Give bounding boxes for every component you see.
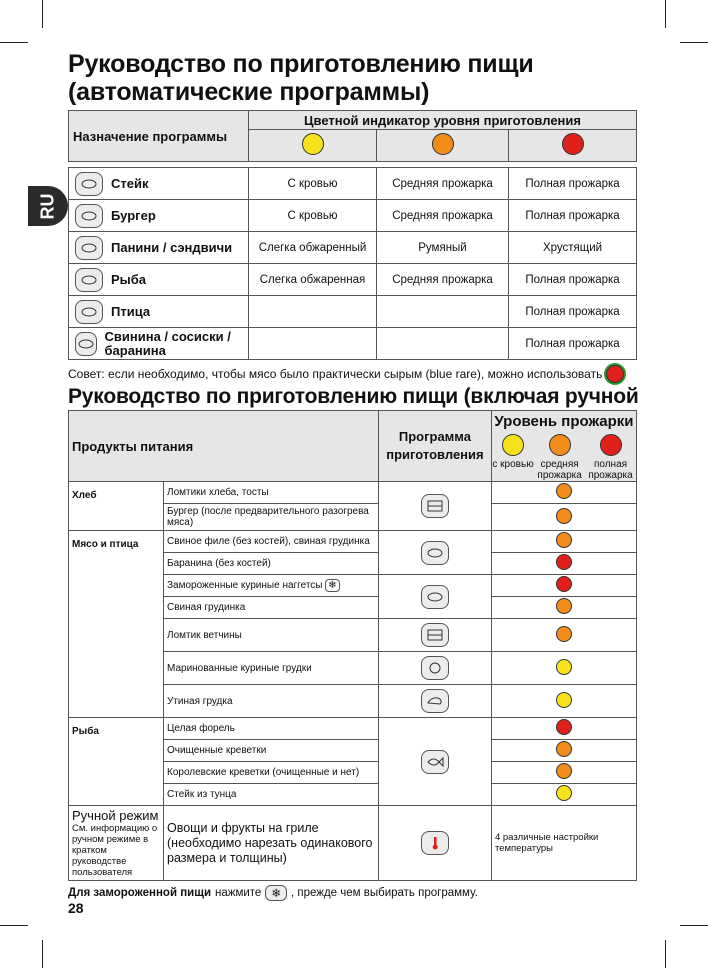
level-medium bbox=[377, 296, 509, 328]
level-well: Полная прожарка bbox=[509, 264, 637, 296]
program-name: Рыба bbox=[111, 271, 147, 287]
food-item: Ломтики хлеба, тосты bbox=[164, 482, 379, 504]
program-name: Бургер bbox=[111, 207, 156, 223]
level-well: Полная прожарка bbox=[509, 328, 637, 360]
level-well: Полная прожарка bbox=[509, 168, 637, 200]
level-dot bbox=[556, 719, 572, 735]
category-fish: Рыба bbox=[69, 718, 164, 806]
level-rare bbox=[249, 296, 377, 328]
level-well: Хрустящий bbox=[509, 232, 637, 264]
level-medium: Румяный bbox=[377, 232, 509, 264]
level-dot bbox=[556, 508, 572, 524]
level-medium: Средняя прожарка bbox=[377, 168, 509, 200]
level-well: Полная прожарка bbox=[509, 200, 637, 232]
level-dot bbox=[556, 626, 572, 642]
program-name: Панини / сэндвичи bbox=[111, 239, 233, 255]
panini-icon bbox=[421, 494, 449, 518]
footer-note: Для замороженной пищи нажмите ❄ , прежде чем выбирать программу. bbox=[68, 887, 478, 900]
col-program-header: Программа приготовления bbox=[378, 411, 491, 482]
food-item: Целая форель bbox=[164, 718, 379, 740]
table-row bbox=[69, 200, 637, 232]
blue-rare-indicator-icon bbox=[606, 365, 624, 383]
pork-icon bbox=[421, 541, 449, 565]
burger-icon bbox=[75, 204, 103, 228]
program-name: Птица bbox=[111, 303, 151, 319]
food-item: Стейк из тунца bbox=[164, 784, 379, 806]
table-row bbox=[69, 168, 637, 200]
food-item: Королевские креветки (очищенные и нет) bbox=[164, 762, 379, 784]
level-rare: С кровью bbox=[249, 200, 377, 232]
pork-icon bbox=[421, 585, 449, 609]
manual-mode-title: Ручной режим bbox=[72, 808, 159, 823]
level-dot bbox=[556, 598, 572, 614]
poultry-icon bbox=[421, 656, 449, 680]
snowflake-icon: ❄ bbox=[265, 885, 287, 901]
food-item: Свиная грудинка bbox=[164, 597, 379, 619]
level-medium: Средняя прожарка bbox=[377, 200, 509, 232]
level-dot bbox=[556, 483, 572, 499]
well-done-icon bbox=[600, 434, 622, 456]
medium-icon bbox=[549, 434, 571, 456]
yellow-indicator-icon bbox=[302, 133, 324, 155]
food-item: Баранина (без костей) bbox=[164, 553, 379, 575]
level-dot bbox=[556, 741, 572, 757]
level-rare bbox=[249, 328, 377, 360]
program-name: Стейк bbox=[111, 175, 149, 191]
level-dot bbox=[556, 785, 572, 801]
rare-icon bbox=[502, 434, 524, 456]
steak-icon bbox=[75, 172, 103, 196]
level-dot bbox=[556, 554, 572, 570]
snowflake-icon: ❄ bbox=[325, 579, 339, 592]
level-medium: Средняя прожарка bbox=[377, 264, 509, 296]
program-name: Свинина / сосиски / баранина bbox=[104, 328, 231, 358]
fish-icon bbox=[421, 750, 449, 774]
page-title: Руководство по приготовлению пищи (автоматические программы) bbox=[68, 50, 534, 106]
category-bread: Хлеб bbox=[69, 482, 164, 531]
fish-icon bbox=[75, 268, 103, 292]
page-number: 28 bbox=[68, 900, 84, 916]
level-dot bbox=[556, 692, 572, 708]
manual-programs-table: Продукты питания Программа приготовления Уровень прожарки с кровью средняя прожарка полная прожарка Хлеб Ломтики хлеба, тосты Бургер (после предварительного разогрева мяса) Мясо и птица Свиное филе (без костей), свиная грудинка Баранина (без костей) Замороженные куриные наггетсы ❄ Свиная грудинка Ломтик ветчины Маринованные куриные грудки Утиная грудка Рыба Целая форель Очищенные креветки Королевские креветки (очищенные и нет) Стейк из тунца Ручной режим См. информацию о ручном режиме в кратком руководстве пользователя Овощи и фрукты на гриле (необходимо нарезать одинакового размера и толщины) 4 различные настройки температуры bbox=[68, 410, 637, 881]
language-tab: RU bbox=[28, 186, 68, 226]
level-well: Полная прожарка bbox=[509, 296, 637, 328]
tip-text: Совет: если необходимо, чтобы мясо было практически сырым (blue rare), можно использовать bbox=[68, 365, 624, 383]
panini-icon bbox=[421, 623, 449, 647]
col-indicator-header: Цветной индикатор уровня приготовления bbox=[249, 111, 637, 130]
steak-icon bbox=[421, 689, 449, 713]
food-item: Очищенные креветки bbox=[164, 740, 379, 762]
col-level-header: Уровень прожарки bbox=[494, 413, 634, 430]
section-title-manual: Руководство по приготовлению пищи (включая ручной режим) bbox=[68, 385, 639, 436]
level-dot bbox=[556, 659, 572, 675]
level-rare: С кровью bbox=[249, 168, 377, 200]
food-item: Свиное филе (без костей), свиная грудинка bbox=[164, 531, 379, 553]
level-dot bbox=[556, 763, 572, 779]
panini-icon bbox=[75, 236, 103, 260]
food-item: Замороженные куриные наггетсы bbox=[167, 580, 323, 591]
level-medium bbox=[377, 328, 509, 360]
category-meat: Мясо и птица bbox=[69, 531, 164, 718]
manual-setting: 4 различные настройки температуры bbox=[491, 806, 636, 881]
table-row bbox=[69, 232, 637, 264]
col-program-header: Назначение программы bbox=[69, 111, 249, 162]
level-dot bbox=[556, 532, 572, 548]
thermometer-icon bbox=[421, 831, 449, 855]
food-item: Бургер (после предварительного разогрева мяса) bbox=[164, 504, 379, 531]
poultry-icon bbox=[75, 300, 103, 324]
food-item: Ломтик ветчины bbox=[164, 619, 379, 652]
red-indicator-icon bbox=[562, 133, 584, 155]
food-item: Маринованные куриные грудки bbox=[164, 652, 379, 685]
table-row bbox=[69, 264, 637, 296]
auto-programs-table bbox=[68, 110, 637, 360]
level-rare: Слегка обжаренный bbox=[249, 232, 377, 264]
manual-mode-note: См. информацию о ручном режиме в кратком руководстве пользователя bbox=[72, 823, 158, 878]
level-rare: Слегка обжаренная bbox=[249, 264, 377, 296]
col-products-header: Продукты питания bbox=[69, 411, 379, 482]
pork-icon bbox=[75, 332, 97, 356]
manual-food: Овощи и фрукты на гриле (необходимо нарезать одинакового размера и толщины) bbox=[164, 806, 379, 881]
table-row bbox=[69, 328, 637, 360]
table-row bbox=[69, 296, 637, 328]
orange-indicator-icon bbox=[432, 133, 454, 155]
level-dot bbox=[556, 576, 572, 592]
food-item: Утиная грудка bbox=[164, 685, 379, 718]
